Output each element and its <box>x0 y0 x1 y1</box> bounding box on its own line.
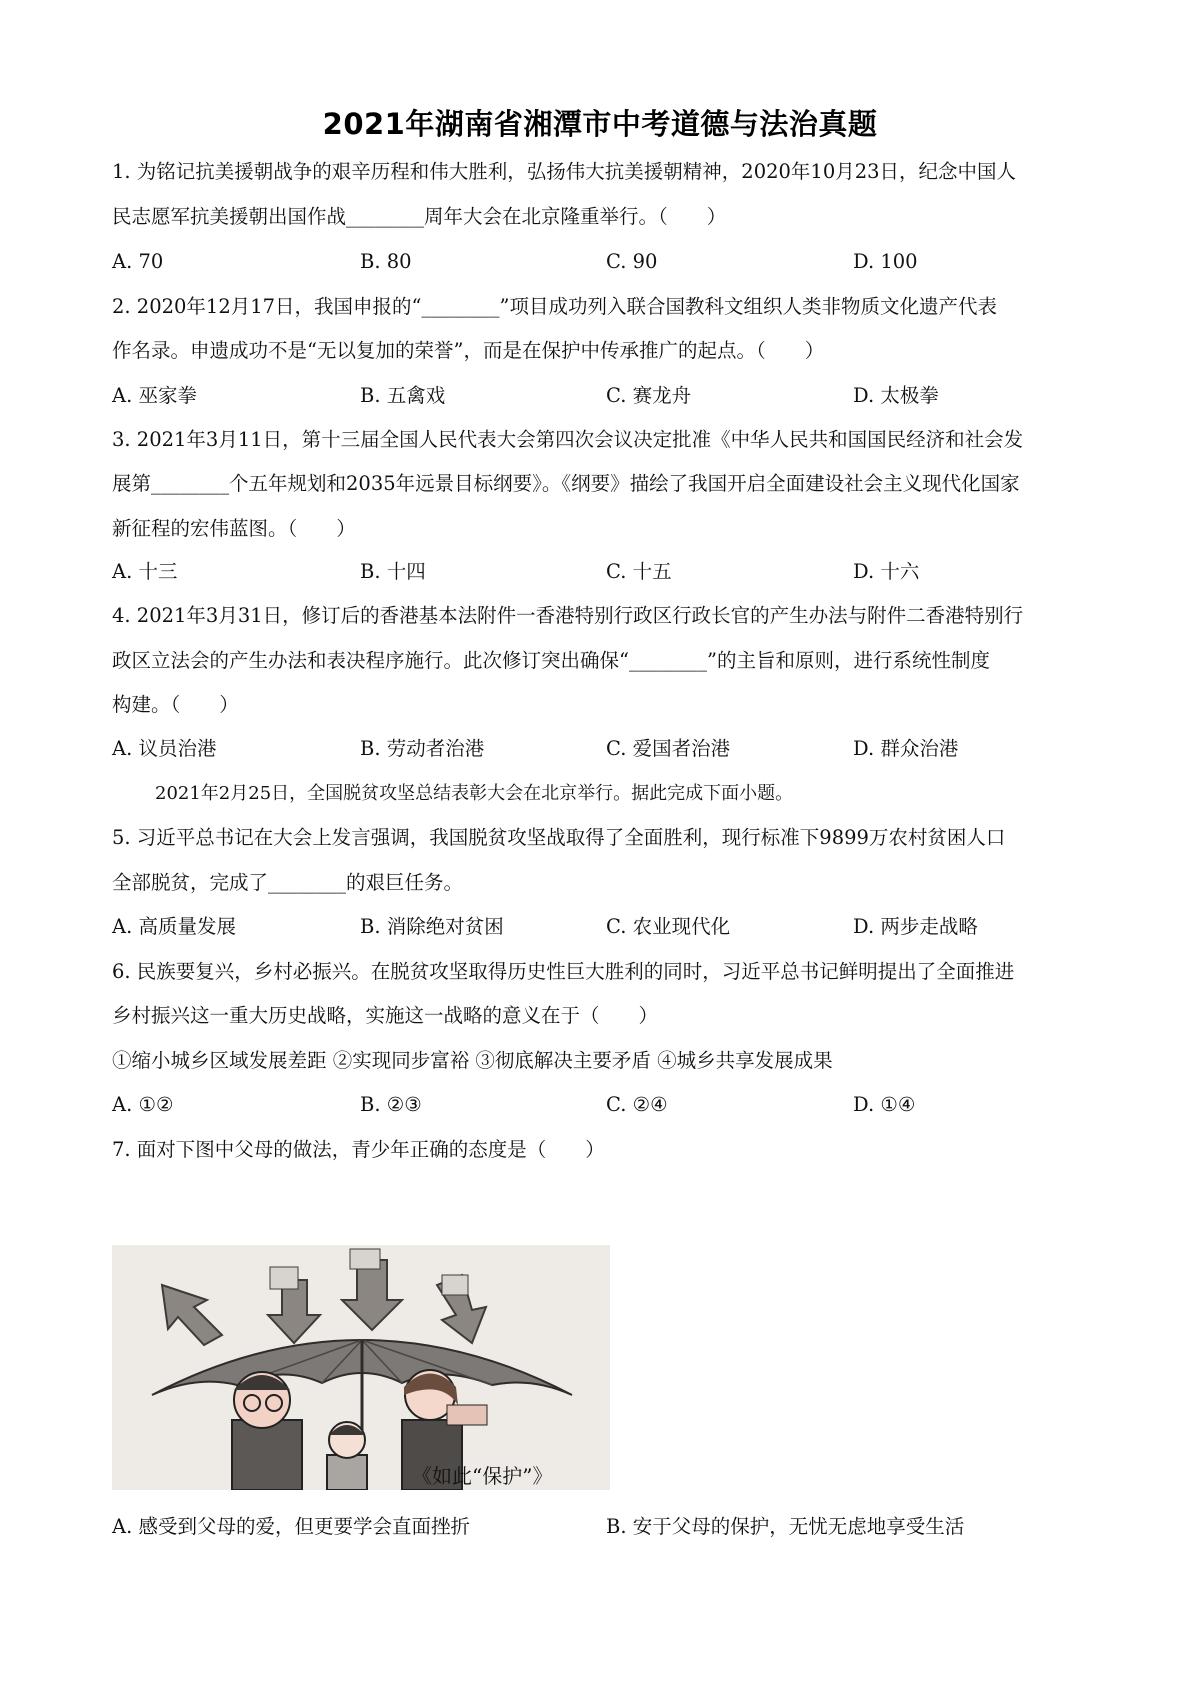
q3-option-b: B. 十四 <box>360 560 426 583</box>
q4-option-d: D. 群众治港 <box>853 737 959 760</box>
q2-line-1: 2. 2020年12月17日，我国申报的“________”项目成功列入联合国教科文组织人类非物质文化遗产代表 <box>112 295 997 318</box>
figure-caption: 《如此“保护”》 <box>412 1464 553 1488</box>
q1-option-b: B. 80 <box>360 250 412 273</box>
q6-statements: ①缩小城乡区域发展差距 ②实现同步富裕 ③彻底解决主要矛盾 ④城乡共享发展成果 <box>112 1049 833 1072</box>
q5-line-2: 全部脱贫，完成了________的艰巨任务。 <box>112 871 464 894</box>
father-figure <box>232 1372 302 1490</box>
child-figure <box>327 1422 367 1490</box>
q5-option-a: A. 高质量发展 <box>112 915 236 938</box>
q2-option-b: B. 五禽戏 <box>360 384 446 407</box>
q2-option-c: C. 赛龙舟 <box>606 384 692 407</box>
q1-line-2: 民志愿军抗美援朝出国作战________周年大会在北京隆重举行。（ ） <box>112 205 727 228</box>
q5-line-1: 5. 习近平总书记在大会上发言强调，我国脱贫攻坚战取得了全面胜利，现行标准下9899万农村贫困人口 <box>112 826 1006 849</box>
q7-option-b: B. 安于父母的保护，无忧无虑地享受生活 <box>606 1515 965 1538</box>
q3-option-d: D. 十六 <box>853 560 920 583</box>
q3-line-1: 3. 2021年3月11日，第十三届全国人民代表大会第四次会议决定批准《中华人民共和国国民经济和社会发 <box>112 428 1024 451</box>
q6-option-b: B. ②③ <box>360 1093 422 1116</box>
q5-option-d: D. 两步走战略 <box>853 915 978 938</box>
q7-option-a: A. 感受到父母的爱，但更要学会直面挫折 <box>112 1515 470 1538</box>
q3-line-2: 展第________个五年规划和2035年远景目标纲要》。《纲要》描绘了我国开启全面建设社会主义现代化国家 <box>112 472 1020 495</box>
q6-option-a: A. ①② <box>112 1093 174 1116</box>
q5-option-c: C. 农业现代化 <box>606 915 731 938</box>
page-title: 2021年湖南省湘潭市中考道德与法治真题 <box>322 107 878 141</box>
q2-option-d: D. 太极拳 <box>853 384 939 407</box>
q3-option-a: A. 十三 <box>112 560 178 583</box>
q6-option-d: D. ①④ <box>853 1093 916 1116</box>
q1-line-1: 1. 为铭记抗美援朝战争的艰辛历程和伟大胜利，弘扬伟大抗美援朝精神，2020年10月23日，纪念中国人 <box>112 160 1017 183</box>
section-intro: 2021年2月25日，全国脱贫攻坚总结表彰大会在北京举行。据此完成下面小题。 <box>155 783 794 804</box>
q3-line-3: 新征程的宏伟蓝图。（ ） <box>112 517 356 540</box>
q6-line-2: 乡村振兴这一重大历史战略，实施这一战略的意义在于（ ） <box>112 1004 659 1027</box>
q2-option-a: A. 巫家拳 <box>112 384 197 407</box>
umbrella-family-cartoon <box>112 1245 610 1490</box>
q1-option-a: A. 70 <box>112 250 164 273</box>
q7-line-1: 7. 面对下图中父母的做法，青少年正确的态度是（ ） <box>112 1138 605 1161</box>
q6-option-c: C. ②④ <box>606 1093 668 1116</box>
q4-line-3: 构建。（ ） <box>112 693 239 716</box>
q6-line-1: 6. 民族要复兴，乡村必振兴。在脱贫攻坚取得历史性巨大胜利的同时，习近平总书记鲜明提出了全面推进 <box>112 960 1015 983</box>
q3-option-c: C. 十五 <box>606 560 672 583</box>
q1-option-c: C. 90 <box>606 250 658 273</box>
q4-option-a: A. 议员治港 <box>112 737 217 760</box>
q2-line-2: 作名录。申遗成功不是“无以复加的荣誉”，而是在保护中传承推广的起点。（ ） <box>112 339 825 362</box>
q4-option-b: B. 劳动者治港 <box>360 737 485 760</box>
q1-option-d: D. 100 <box>853 250 918 273</box>
q5-option-b: B. 消除绝对贫困 <box>360 915 504 938</box>
q4-line-1: 4. 2021年3月31日，修订后的香港基本法附件一香港特别行政区行政长官的产生办法与附件二香港特别行 <box>112 604 1024 627</box>
arrow-center <box>342 1260 402 1330</box>
q4-option-c: C. 爱国者治港 <box>606 737 731 760</box>
cartoon-figure <box>112 1245 610 1490</box>
arrow-left <box>162 1285 222 1345</box>
q4-line-2: 政区立法会的产生办法和表决程序施行。此次修订突出确保“________”的主旨和原则，进行系统性制度 <box>112 649 990 672</box>
